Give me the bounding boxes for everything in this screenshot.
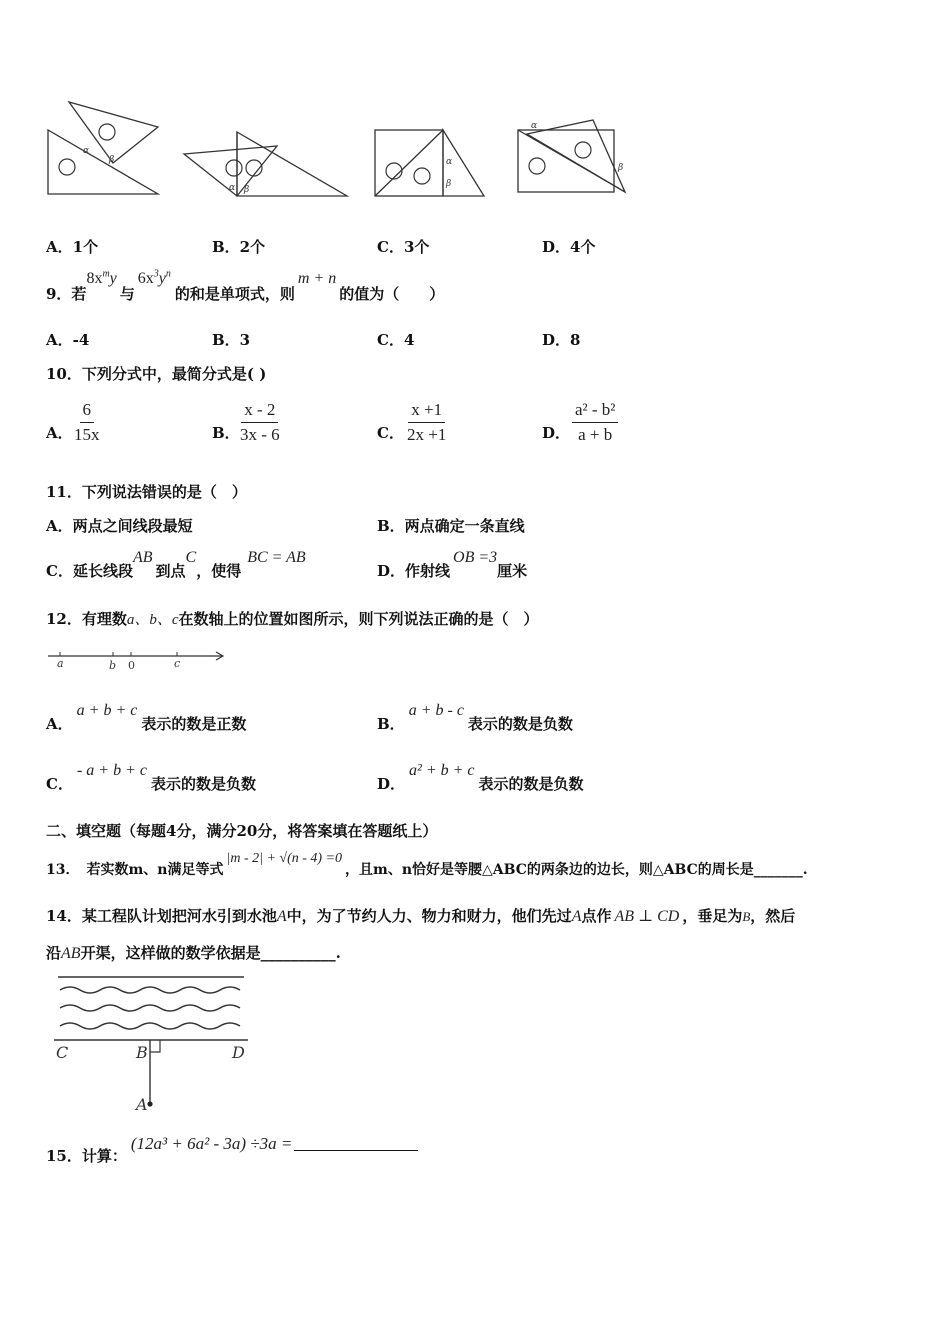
- section-2-title: 二、填空题（每题4分，满分20分，将答案填在答题纸上）: [46, 822, 438, 840]
- svg-text:α: α: [446, 157, 453, 167]
- q9-option-c[interactable]: C．4: [377, 331, 415, 349]
- axis-label-c: c: [174, 657, 181, 670]
- q8-figure-4: [515, 118, 635, 198]
- axis-label-b: b: [109, 659, 117, 672]
- q10-stem: 10．下列分式中，最简分式是( ): [46, 365, 267, 383]
- q15-answer-blank[interactable]: [294, 1150, 418, 1151]
- svg-text:α: α: [531, 121, 538, 131]
- svg-text:β: β: [446, 179, 452, 189]
- q11-option-b[interactable]: B．两点确定一条直线: [377, 517, 525, 535]
- q9-stem: 9．若$8x^my$与$6x^3y^n$的和是单项式，则m + n的值为（ ）: [46, 268, 445, 303]
- q14-stem-line1: 14．某工程队计划把河水引到水池A中，为了节约人力、物力和财力，他们先过A点作 AB ⊥ CD ，垂足为B，然后: [46, 907, 796, 925]
- point-c-label: C: [56, 1043, 69, 1062]
- q9-option-b[interactable]: B．3: [212, 331, 251, 349]
- q12-option-b[interactable]: B．a + b - c表示的数是负数: [377, 702, 573, 733]
- point-b-label: B: [136, 1043, 148, 1062]
- q10-fraction-b: $\frac{x - 2}{3x - 6}$: [240, 400, 280, 444]
- point-d-label: D: [232, 1043, 245, 1062]
- q14-river-figure: [52, 974, 257, 1114]
- svg-text:α: α: [229, 183, 236, 193]
- q8-option-d[interactable]: D．4个: [542, 238, 596, 256]
- alpha-label: α: [83, 146, 90, 156]
- q10-option-b-label[interactable]: B．: [212, 424, 240, 442]
- q11-option-d[interactable]: D．作射线OB =3厘米: [377, 549, 528, 580]
- q10-option-a-label[interactable]: A．: [46, 424, 73, 442]
- q9-option-a[interactable]: A．-4: [46, 331, 90, 349]
- q8-figure-3: [372, 126, 488, 200]
- point-a-label: A: [136, 1095, 148, 1114]
- svg-text:β: β: [244, 185, 250, 195]
- q11-stem: 11．下列说法错误的是（ ）: [46, 483, 247, 501]
- q10-option-c-label[interactable]: C．: [377, 424, 404, 442]
- q12-stem: 12．有理数a、b、c在数轴上的位置如图所示，则下列说法正确的是（ ）: [46, 610, 539, 628]
- q14-stem-line2: 沿AB开渠，这样做的数学依据是__________.: [46, 944, 341, 962]
- axis-label-0: 0: [128, 659, 135, 672]
- q11-option-c[interactable]: C．延长线段AB到点C，使得BC = AB: [46, 549, 306, 580]
- q12-option-d[interactable]: D．a² + b + c表示的数是负数: [377, 762, 584, 793]
- q11-option-a[interactable]: A．两点之间线段最短: [46, 517, 193, 535]
- q8-option-b[interactable]: B．2个: [212, 238, 266, 256]
- q10-fraction-a: $\frac{6}{15x}$: [74, 400, 100, 444]
- q8-figure-1: [45, 98, 165, 198]
- q8-option-a[interactable]: A．1个: [46, 238, 99, 256]
- q12-option-a[interactable]: A．a + b + c表示的数是正数: [46, 702, 247, 733]
- q12-number-line: [46, 648, 228, 674]
- q9-option-d[interactable]: D．8: [542, 331, 581, 349]
- q10-option-d-label[interactable]: D．: [542, 424, 571, 442]
- axis-label-a: a: [57, 657, 64, 670]
- q15-stem: 15．计算：(12a³ + 6a² - 3a) ÷3a =: [46, 1136, 418, 1166]
- q10-fraction-d: $\frac{\text{a² - b²}}{a + b}$: [572, 400, 618, 445]
- beta-label: β: [109, 155, 115, 165]
- q8-option-c[interactable]: C．3个: [377, 238, 430, 256]
- q10-fraction-c: $\frac{x +1}{2x +1}$: [407, 400, 447, 444]
- q8-figure-2: [182, 128, 352, 200]
- q13-stem: 13． 若实数m、n满足等式|m - 2| + √(n - 4) =0，且m、n恰好是等腰△ABC的两条边的边长，则△ABC的周长是_______.: [46, 851, 808, 878]
- svg-text:β: β: [618, 163, 624, 173]
- q12-option-c[interactable]: C．- a + b + c表示的数是负数: [46, 762, 256, 793]
